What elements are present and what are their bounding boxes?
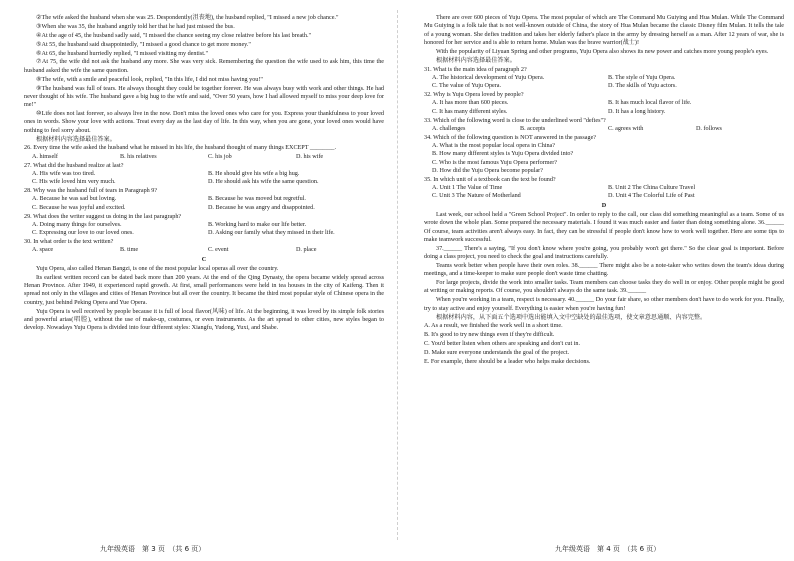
instruction: 根据材料内容选择最佳答案。: [436, 57, 516, 64]
question-stem: 26. Every time the wife asked the husband what he missed in his life, the husband thought of many things EXCEPT ________.: [24, 145, 336, 152]
answer-options: [24, 246, 384, 254]
paragraph: Its earliest written record can be dated back more than 200 years. At the end of the Qing Dynasty, the opera became widely spread across Henan Province. After 1949, it experienced rapid growth. At first, small performances were held in tea houses in the city of Kaifeng. Then it spread not only in the villages and cities of Henan Province but all over the country. It became the third most popular style of Chinese opera in the country, just behind Peking Opera and Yue Opera.: [24, 274, 384, 306]
left-column: [24, 14, 384, 333]
answer-option[interactable]: A. Doing many things for ourselves.: [32, 221, 122, 228]
question-stem: 34. Which of the following question is NOT answered in the passage?: [424, 134, 597, 141]
answer-option[interactable]: D. place: [296, 247, 317, 254]
question-group-b: [24, 144, 384, 254]
answer-option[interactable]: C. His wife loved him very much.: [32, 179, 116, 186]
section-c-heading: C: [201, 256, 207, 263]
paragraph: 37.______ There's a saying, "If you don't know where you're going, you probably won't get there." So the clear goal is important. Before doing a class project, you need to check the goal and instructions carefully.: [424, 245, 784, 261]
paragraph: ⑥At 65, the husband hurriedly replied, "I missed visiting my dentist.": [36, 50, 209, 57]
answer-option[interactable]: D. Asking our family what they missed in their life.: [208, 230, 335, 237]
answer-option[interactable]: C. Because he was joyful and excited.: [32, 204, 126, 211]
question-stem: 29. What does the writer suggest us doing in the last paragraph?: [24, 213, 182, 220]
answer-option[interactable]: C. Expressing our love to our loved ones.: [32, 230, 134, 237]
answer-option[interactable]: A. What is the most popular local opera in China?: [432, 143, 556, 150]
option-d: C. You'd better listen when others are speaking and don't cut in.: [424, 341, 581, 348]
answer-option[interactable]: B. It has much local flavor of life.: [608, 100, 692, 107]
answer-options: [424, 125, 784, 133]
paragraph: Yuju Opera, also called Henan Bangzi, is one of the most popular local operas all over the country.: [36, 265, 279, 272]
answer-options: [424, 99, 784, 116]
answer-option[interactable]: C. The value of Yuju Opera.: [432, 83, 502, 90]
options-list-d: [424, 322, 784, 366]
section-d-heading: D: [601, 202, 607, 209]
question-stem: 32. Why is Yuju Opera loved by people?: [424, 92, 524, 99]
right-column: [424, 14, 784, 367]
answer-option[interactable]: B. Working hard to make our life better.: [208, 221, 307, 228]
question-stem: 27. What did the husband realize at last?: [24, 162, 124, 169]
question-group-c: [424, 66, 784, 201]
answer-option[interactable]: A. It has more than 600 pieces.: [432, 100, 509, 107]
paragraph: ⑤At 55, the husband said disappointedly, "I missed a good chance to get more money.": [36, 41, 251, 48]
answer-option[interactable]: B. How many different styles is Yuju Opera divided into?: [432, 151, 574, 158]
paragraph: ⑧The wife, with a smile and peaceful look, replied, "In this life, I did not miss having you!": [36, 76, 263, 83]
answer-option[interactable]: B. accepts: [520, 125, 546, 132]
answer-option[interactable]: A. Because he was sad but loving.: [32, 196, 117, 203]
paragraph: Teams work better when people have their own roles. 38.______ There might also be a note-taker who writes down the team's ideas during meetings, and a time-keeper to make sure people don't waste time chatting.: [424, 262, 784, 278]
answer-options: [24, 195, 384, 212]
answer-option[interactable]: D. Because he was angry and disappointed.: [208, 204, 315, 211]
answer-option[interactable]: D. It has a long history.: [608, 108, 666, 115]
answer-option[interactable]: D. his wife: [296, 153, 324, 160]
answer-option[interactable]: A. challenges: [432, 125, 466, 132]
answer-option[interactable]: A. The historical development of Yuju Opera.: [432, 74, 545, 81]
answer-option[interactable]: D. He should ask his wife the same question.: [208, 179, 319, 186]
answer-option[interactable]: C. Who is the most famous Yuju Opera performer?: [432, 159, 557, 166]
answer-option[interactable]: B. He should give his wife a big hug.: [208, 170, 300, 177]
paragraph: Yuju Opera is well received by people because it is full of local flavor(风味) of life. At the beginning, it was loved by its simple folk stories and powerful arias(唱腔), without the use of make-up, costumes, or even instruments. As the art spread to other cities, new styles began to develop. Nowadays Yuju Opera is divided into four different styles: Xiangfu, Yudong, Yuxi, and Shabe.: [24, 308, 384, 332]
answer-option[interactable]: B. Because he was moved but regretful.: [208, 196, 306, 203]
paragraph: ⑦At 75, the wife did not ask the husband any more. She was very sick. Remembering the question the wife used to ask him, this time the husband asked the wife the same question.: [24, 59, 384, 74]
answer-options: [24, 170, 384, 187]
answer-option[interactable]: B. The style of Yuju Opera.: [608, 74, 676, 81]
paragraph: For large projects, divide the work into smaller tasks. Team members can choose tasks they do well in or enjoy. Other people might be good at writing or making reports. Of course, you shouldn't always do the same task. 39.______: [424, 280, 784, 295]
answer-option[interactable]: D. The skills of Yuju actors.: [608, 83, 677, 90]
answer-options: [424, 142, 784, 175]
answer-option[interactable]: C. It has many different styles.: [432, 108, 508, 115]
paragraph: ⑨The husband was full of tears. He always thought they could be together forever. He was always busy with work and other things. He had never thought of his wife. The husband gave a big hug to the wife and said, "Over 50 years, how I had allowed myself to miss your deep love for me!": [24, 85, 384, 109]
question-stem: 35. In which unit of a textbook can the text be found?: [424, 176, 556, 183]
question-stem: 31. What is the main idea of paragraph 2?: [424, 66, 527, 73]
page-footer-3: 九年级英语 第 3 页 （共 6 页）: [100, 545, 206, 553]
answer-option[interactable]: A. himself: [32, 153, 58, 160]
option-d: A. As a result, we finished the work well in a short time.: [424, 323, 563, 330]
paragraph: There are over 600 pieces of Yuju Opera. The most popular of which are The Command Mu Guiying and Hua Mulan. While The Command Mu Guiying is a folk tale that is not well-known outside of China, the story of Hua Mulan became the classic Disney film Mulan. It tells the tale of a young woman. She defies tradition and takes her elderly father's place in the army by dressing herself as a man. After 12 years of war, she is honored for her service and is able to return home. Mulan was the brave warrior(战士)!: [424, 15, 784, 46]
paragraph: When you're working in a team, respect is necessary. 40.______ Do your fair share, so other members don't have to do work for you. Finally, try to stay active and enjoy yourself. Everything is easier when you're having fun!: [424, 297, 784, 312]
answer-option[interactable]: A. space: [32, 247, 54, 254]
answer-option[interactable]: A. His wife was too tired.: [32, 170, 96, 177]
answer-options: [24, 153, 384, 161]
answer-option[interactable]: B. Unit 2 The China Culture Travel: [608, 185, 696, 192]
answer-option[interactable]: D. Unit 4 The Colorful Life of Past: [608, 193, 695, 200]
answer-option[interactable]: C. agrees with: [608, 125, 644, 132]
paragraph: ③When she was 35, the husband angrily told her that he had just missed the bus.: [36, 23, 235, 30]
passage-b-paragraphs: [24, 14, 384, 135]
option-d: B. It's good to try new things even if they're difficult.: [424, 332, 555, 339]
instruction: 根据材料内容选择最佳答案。: [36, 136, 116, 143]
option-d: E. For example, there should be a leader who helps make decisions.: [424, 358, 591, 365]
answer-option[interactable]: D. How did the Yuju Opera become popular?: [432, 167, 543, 174]
paragraph: Last week, our school held a "Green School Project". In order to reply to the call, our class did something meaningful as a team. Some of us wrote down the whole plan. Some prepared the necessary materials. I found it was much easier and faster than doing something alone. 36.______ Of course, team activities aren't always easy. In fact, they can be stressful if people don't know how to work well together. Here are some tips to make teamwork successful.: [424, 211, 784, 243]
question-stem: 28. Why was the husband full of tears in Paragraph 9?: [24, 188, 158, 195]
paragraph: ⑩Life does not last forever, so always live in the now. Don't miss the loved ones who care for you. Express your thankfulness to your loved ones in words. Show your love with actions. Treat every day as the last day of life. In this way, when you are gone, your loved ones would have nothing to feel sorry about.: [24, 111, 384, 134]
column-divider: [397, 10, 398, 540]
question-stem: 33. Which of the following word is close to the underlined word "defies"?: [424, 117, 606, 124]
answer-option[interactable]: B. time: [120, 247, 139, 254]
instruction: 根据材料内容，从下面五个选项中选出能填入文中空缺处的最佳选项，使文章意思通顺、内容完整。: [436, 314, 707, 321]
answer-options: [424, 184, 784, 201]
answer-option[interactable]: C. event: [208, 247, 229, 254]
paragraph: With the popularity of Liyuan Spring and other programs, Yuju Opera also shows its new power and catches more young people's eyes.: [436, 48, 769, 55]
answer-option[interactable]: C. his job: [208, 153, 232, 160]
answer-option[interactable]: D. follows: [696, 125, 722, 132]
answer-options: [24, 221, 384, 238]
question-stem: 30. In what order is the text written?: [24, 239, 114, 246]
page-footer-4: 九年级英语 第 4 页 （共 6 页）: [555, 545, 661, 553]
paragraph: ④At the age of 45, the husband sadly said, "I missed the chance seeing my close relative before his last breath.": [36, 32, 311, 39]
option-d: D. Make sure everyone understands the goal of the project.: [424, 350, 570, 357]
answer-options: [424, 74, 784, 91]
paragraph: ②The wife asked the husband when she was 25. Despondently(沮丧地), the husband replied, "I missed a new job chance.": [36, 15, 339, 21]
answer-option[interactable]: B. his relatives: [120, 153, 157, 160]
answer-option[interactable]: A. Unit 1 The Value of Time: [432, 185, 503, 192]
answer-option[interactable]: C. Unit 3 The Nature of Motherland: [432, 193, 521, 200]
